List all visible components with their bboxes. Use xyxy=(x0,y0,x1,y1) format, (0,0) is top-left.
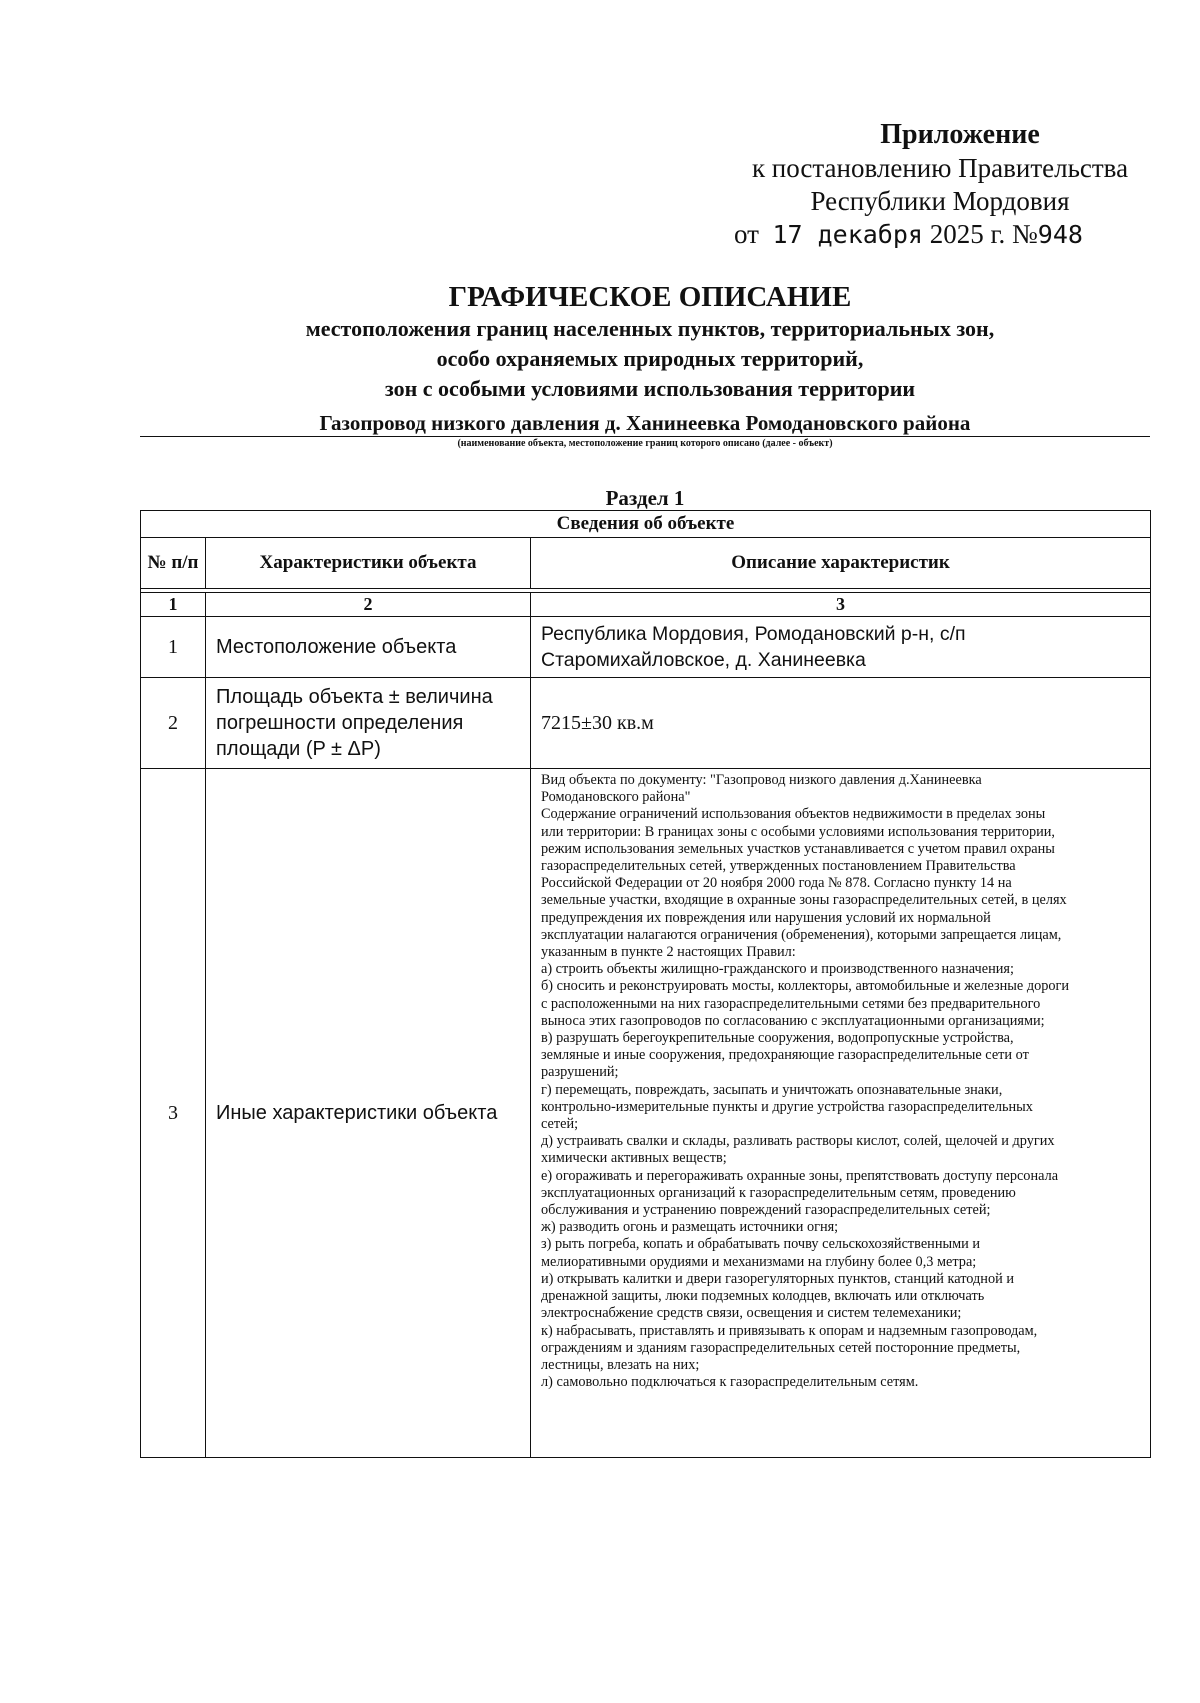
subtitle-line: местоположения границ населенных пунктов, территориальных зон, xyxy=(305,316,995,341)
description-text xyxy=(541,772,1140,1391)
description-line: з) рыть погреба, копать и обрабатывать почву сельскохозяйственными и xyxy=(541,1236,981,1253)
description-line: земельные участки, входящие в охранные зоны газораспределительных сетей, в целях xyxy=(541,892,1067,909)
row-description xyxy=(531,617,1151,678)
description-line: дренажной защиты, люки подземных колодцев, включать или отключать xyxy=(541,1288,985,1305)
description-line: е) огораживать и перегораживать охранные зоны, препятствовать доступу персонала xyxy=(541,1167,1059,1184)
date-prefix: от xyxy=(734,219,759,249)
description-line: г) перемещать, повреждать, засыпать и уничтожать опознавательные знаки, xyxy=(541,1081,1003,1098)
decree-number: 948 xyxy=(1037,220,1083,249)
description-line: указанным в пункте 2 настоящих Правил: xyxy=(541,944,796,961)
description-line: л) самовольно подключаться к газораспределительным сетям. xyxy=(541,1374,919,1391)
document-title: ГРАФИЧЕСКОЕ ОПИСАНИЕ xyxy=(448,281,852,313)
description-line: эксплуатации налагаются ограничения (обременения), которыми запрещается лицам, xyxy=(541,926,1062,943)
description-line: а) строить объекты жилищно-гражданского и производственного назначения; xyxy=(541,961,1014,978)
description-line: ж) разводить огонь и размещать источники огня; xyxy=(541,1219,839,1236)
appendix-line-2: Республики Мордовия xyxy=(810,186,1070,216)
characteristic-line: Площадь объекта ± величина xyxy=(216,686,493,708)
characteristic-line: площади (P ± ΔP) xyxy=(216,738,381,760)
description-line: ограждениям и зданиям газораспределительных сетей посторонние предметы, xyxy=(541,1339,1021,1356)
description-line: обслуживания и устранению повреждений газораспределительных сетей; xyxy=(541,1202,991,1219)
row-description: 7215±30 кв.м xyxy=(531,678,1151,769)
description-line: лестницы, влезать на них; xyxy=(541,1356,700,1373)
description-line: с расположенными на них газораспределительными сетями без предварительного xyxy=(541,995,1041,1012)
row-number: 3 xyxy=(141,769,206,1458)
column-number-row xyxy=(141,593,1151,617)
description-line: эксплуатационных организаций к газораспределительным сетям, проведению xyxy=(541,1184,1016,1201)
characteristic-line: погрешности определения xyxy=(216,712,464,734)
description-line: Российской Федерации от 20 ноября 2000 года № 878. Согласно пункту 14 на xyxy=(541,875,1012,892)
description-line: и) открывать калитки и двери газорегуляторных пунктов, станций катодной и xyxy=(541,1270,1014,1287)
description-line: в) разрушать берегоукрепительные сооружения, водопропускные устройства, xyxy=(541,1030,1014,1047)
header-description: Описание характеристик xyxy=(531,538,1151,589)
object-name-caption: (наименование объекта, местоположение границ которого описано (далее - объект) xyxy=(457,438,833,449)
section-label: Раздел 1 xyxy=(605,486,685,510)
description-line: земляные и иные сооружения, предохраняющие газораспределительные сети от xyxy=(541,1047,1029,1064)
row-number: 2 xyxy=(141,678,206,769)
row-characteristic xyxy=(206,678,531,769)
description-line: предупреждения их повреждения или нарушения условий их нормальной xyxy=(541,909,991,926)
description-line: б) сносить и реконструировать мосты, коллекторы, автомобильные и железные дороги xyxy=(541,978,1070,995)
description-line: разрушений; xyxy=(541,1064,619,1081)
subtitle-line: зон с особыми условиями использования территории xyxy=(384,376,916,401)
description-line: электроснабжение средств связи, освещения и систем телемеханики; xyxy=(541,1305,962,1322)
row-number: 1 xyxy=(141,617,206,678)
header-number: № п/п xyxy=(141,538,206,589)
object-info-table xyxy=(140,510,1151,1458)
description-line: д) устраивать свалки и склады, разливать растворы кислот, солей, щелочей и других xyxy=(541,1133,1055,1150)
table-row xyxy=(141,617,1151,678)
description-line: к) набрасывать, приставлять и привязывать к опорам и надземным газопроводам, xyxy=(541,1322,1038,1339)
description-line: или территории: В границах зоны с особыми условиями использования территории, xyxy=(541,823,1055,840)
row-description xyxy=(531,769,1151,1458)
description-line: мелиоративными орудиями и механизмами на глубину более 0,3 метра; xyxy=(541,1253,977,1270)
column-number: 1 xyxy=(141,593,206,617)
description-line: Старомихайловское, д. Ханинеевка xyxy=(541,649,866,671)
description-line: сетей; xyxy=(541,1116,579,1133)
description-line: выноса этих газопроводов по согласованию с эксплуатационными организациями; xyxy=(541,1012,1045,1029)
column-number: 2 xyxy=(206,593,531,617)
row-characteristic: Местоположение объекта xyxy=(206,617,531,678)
table-header-row xyxy=(141,538,1151,589)
table-row xyxy=(141,769,1151,1458)
date-year: 2025 г. № xyxy=(929,219,1038,249)
appendix-date xyxy=(720,218,1160,251)
description-line: Вид объекта по документу: "Газопровод низкого давления д.Ханинеевка xyxy=(541,772,982,788)
appendix-block xyxy=(720,118,1160,251)
subtitle-line: особо охраняемых природных территорий, xyxy=(436,346,864,371)
column-number: 3 xyxy=(531,593,1151,617)
row-characteristic: Иные характеристики объекта xyxy=(206,769,531,1458)
description-line: контрольно-измерительные пункты и другие устройства газораспределительных xyxy=(541,1098,1033,1115)
appendix-line-1: к постановлению Правительства xyxy=(751,153,1129,183)
header-characteristic: Характеристики объекта xyxy=(206,538,531,589)
description-line: газораспределительных сетей, утвержденных постановлением Правительства xyxy=(541,858,1016,875)
description-line: Содержание ограничений использования объектов недвижимости в пределах зоны xyxy=(541,806,1046,823)
object-name: Газопровод низкого давления д. Ханинеевка Ромодановского района xyxy=(140,410,1150,437)
description-line: Республика Мордовия, Ромодановский р-н, с/п xyxy=(541,623,966,645)
description-line: Ромодановского района" xyxy=(541,789,691,806)
date-value: 17 декабря xyxy=(772,220,923,249)
appendix-title: Приложение xyxy=(880,119,1040,150)
description-line: химически активных веществ; xyxy=(541,1150,727,1167)
table-row xyxy=(141,678,1151,769)
document-subtitle xyxy=(0,314,1200,404)
description-line: режим использования земельных участков устанавливается с учетом правил охраны xyxy=(541,840,1055,857)
table-caption-row xyxy=(141,511,1151,538)
table-caption: Сведения об объекте xyxy=(141,511,1151,538)
